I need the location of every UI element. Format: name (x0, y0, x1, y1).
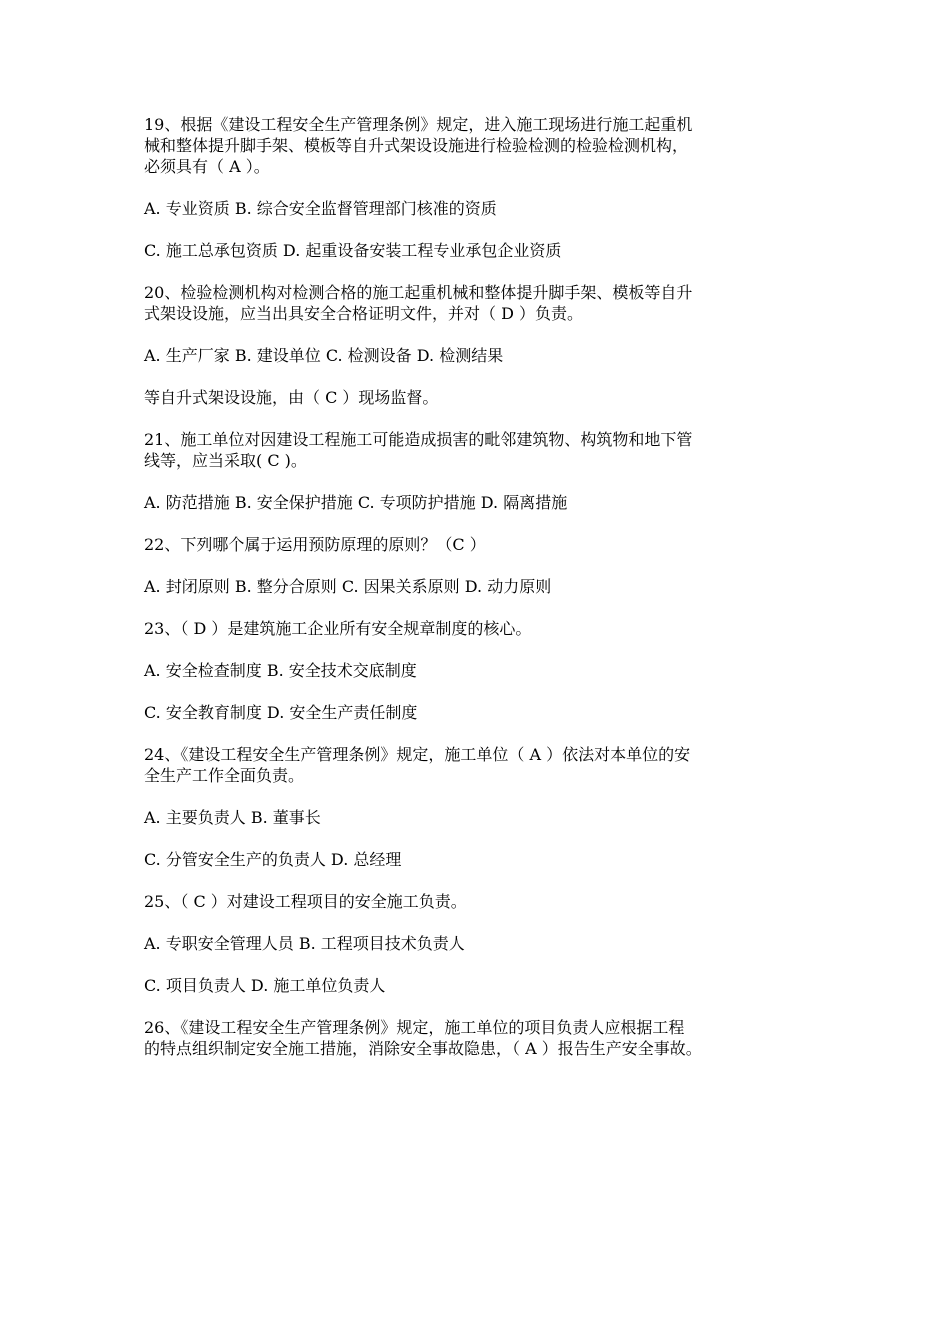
question-25: 25、（ C ）对建设工程项目的安全施工负责。 (144, 892, 467, 911)
question-24-options-ab: A. 主要负责人 B. 董事长 (144, 808, 321, 827)
question-26: 26、《建设工程安全生产管理条例》规定，施工单位的项目负责人应根据工程 的特点组织制定安全施工措施，消除安全事故隐患，（ A ）报告生产安全事故。 (144, 1018, 702, 1058)
question-24: 24、《建设工程安全生产管理条例》规定，施工单位（ A ）依法对本单位的安 全生产工作全面负责。 (144, 745, 691, 785)
question-23-options-ab: A. 安全检查制度 B. 安全技术交底制度 (144, 661, 417, 680)
question-21: 21、施工单位对因建设工程施工可能造成损害的毗邻建筑物、构筑物和地下管 线等，应当采取( C )。 (144, 430, 693, 470)
question-25-options-ab: A. 专职安全管理人员 B. 工程项目技术负责人 (144, 934, 465, 953)
question-19-options-ab: A. 专业资质 B. 综合安全监督管理部门核准的资质 (144, 199, 497, 218)
question-19: 19、根据《建设工程安全生产管理条例》规定，进入施工现场进行施工起重机 械和整体提升脚手架、模板等自升式架设设施进行检验检测的检验检测机构， 必须具有（ A ）。 (144, 115, 693, 176)
question-22-options: A. 封闭原则 B. 整分合原则 C. 因果关系原则 D. 动力原则 (144, 577, 552, 596)
question-24-options-cd: C. 分管安全生产的负责人 D. 总经理 (144, 850, 402, 869)
question-20-options: A. 生产厂家 B. 建设单位 C. 检测设备 D. 检测结果 (144, 346, 504, 365)
question-19-options-cd: C. 施工总承包资质 D. 起重设备安装工程专业承包企业资质 (144, 241, 562, 260)
question-22: 22、下列哪个属于运用预防原理的原则？（C ） (144, 535, 486, 554)
question-21-options: A. 防范措施 B. 安全保护措施 C. 专项防护措施 D. 隔离措施 (144, 493, 568, 512)
question-23-options-cd: C. 安全教育制度 D. 安全生产责任制度 (144, 703, 418, 722)
question-20: 20、检验检测机构对检测合格的施工起重机械和整体提升脚手架、模板等自升 式架设设施，应当出具安全合格证明文件，并对（ D ）负责。 (144, 283, 693, 323)
document-page (144, 114, 834, 1080)
question-23: 23、（ D ）是建筑施工企业所有安全规章制度的核心。 (144, 619, 532, 638)
question-25-options-cd: C. 项目负责人 D. 施工单位负责人 (144, 976, 386, 995)
fragment-line: 等自升式架设设施，由（ C ）现场监督。 (144, 388, 439, 407)
